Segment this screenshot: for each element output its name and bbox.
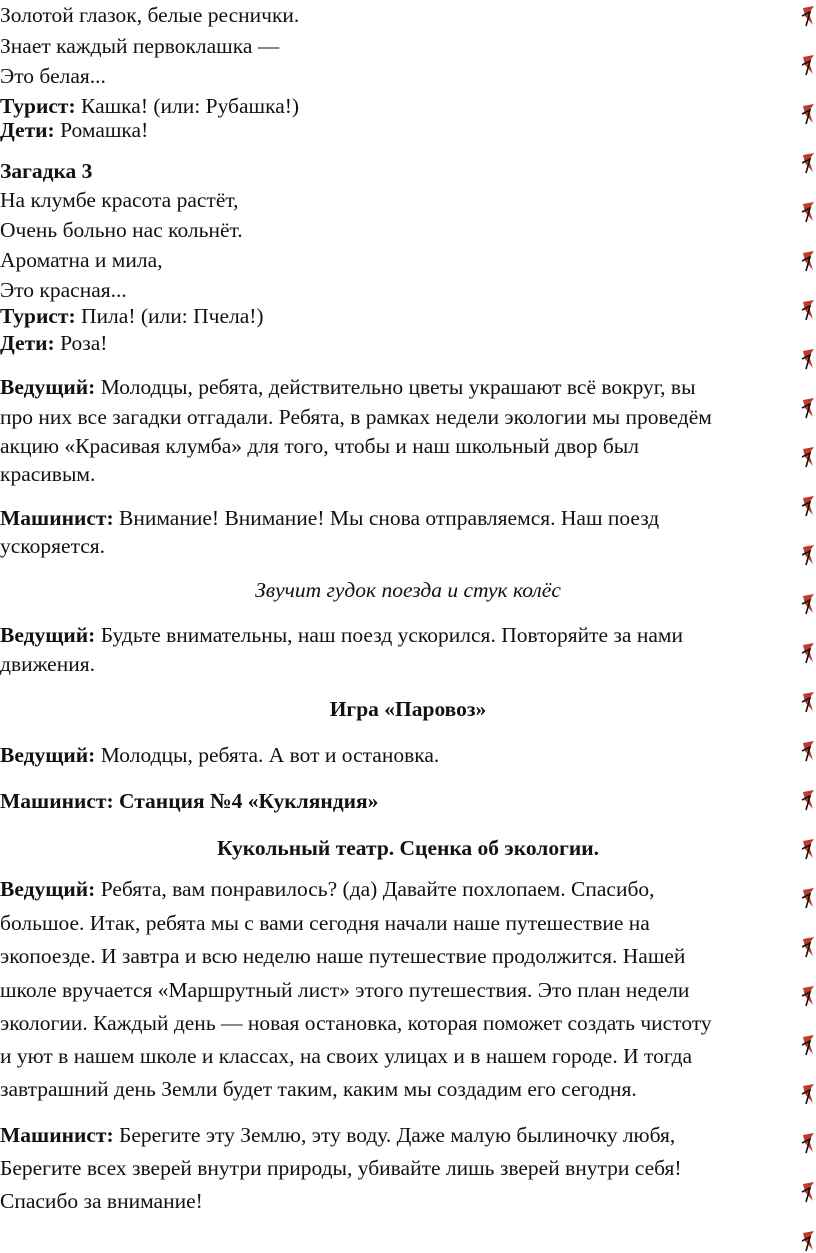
decorative-ornament-icon <box>800 984 816 1008</box>
paragraph-line: Ведущий: Молодцы, ребята. А вот и остановка. <box>0 743 440 767</box>
decorative-ornament-icon <box>800 53 816 77</box>
decorative-ornament-icon <box>800 1033 816 1057</box>
decorative-ornament-icon <box>800 739 816 763</box>
paragraph-line: школе вручается «Маршрутный лист» этого путешествия. Это план недели <box>0 978 690 1002</box>
paragraph-line: про них все загадки отгадали. Ребята, в рамках недели экологии мы проведём <box>0 405 712 429</box>
paragraph-line: Спасибо за внимание! <box>0 1189 203 1213</box>
decorative-ornament-icon <box>800 543 816 567</box>
verse-line: Ароматна и мила, <box>0 248 163 272</box>
speaker-label: Ведущий: <box>0 375 96 399</box>
speaker-label: Машинист: <box>0 1123 114 1147</box>
decorative-ornament-icon <box>800 1131 816 1155</box>
stage-direction: Звучит гудок поезда и стук колёс <box>255 578 561 602</box>
decorative-border <box>798 0 816 1237</box>
decorative-ornament-icon <box>800 1229 816 1253</box>
speaker-label: Ведущий: <box>0 623 96 647</box>
decorative-ornament-icon <box>800 1180 816 1204</box>
paragraph-line: движения. <box>0 652 95 676</box>
decorative-ornament-icon <box>800 347 816 371</box>
decorative-ornament-icon <box>800 592 816 616</box>
paragraph-line: красивым. <box>0 462 96 486</box>
speaker-label: Машинист: <box>0 506 114 530</box>
decorative-ornament-icon <box>800 445 816 469</box>
game-heading: Игра «Паровоз» <box>329 697 487 721</box>
decorative-ornament-icon <box>800 494 816 518</box>
paragraph-line: завтрашний день Земли будет таким, каким мы создадим его сегодня. <box>0 1077 637 1101</box>
decorative-ornament-icon <box>800 151 816 175</box>
verse-line: Очень больно нас кольнёт. <box>0 218 243 242</box>
paragraph-line: акцию «Красивая клумба» для того, чтобы и наш школьный двор был <box>0 434 639 458</box>
verse-line: Это красная... <box>0 278 127 302</box>
speaker-label: Дети: <box>0 331 55 355</box>
paragraph-line: и уют в нашем школе и классах, на своих улицах и в нашем городе. И тогда <box>0 1044 693 1068</box>
decorative-ornament-icon <box>800 396 816 420</box>
decorative-ornament-icon <box>800 886 816 910</box>
decorative-ornament-icon <box>800 837 816 861</box>
decorative-ornament-icon <box>800 690 816 714</box>
paragraph-line: Ведущий: Ребята, вам понравилось? (да) Давайте похлопаем. Спасибо, <box>0 877 655 901</box>
decorative-ornament-icon <box>800 200 816 224</box>
decorative-ornament-icon <box>800 4 816 28</box>
speaker-label: Ведущий: <box>0 877 96 901</box>
speaker-label: Ведущий: <box>0 743 96 767</box>
decorative-ornament-icon <box>800 298 816 322</box>
theatre-heading: Кукольный театр. Сценка об экологии. <box>216 836 600 860</box>
dialogue-line: Турист: Пила! (или: Пчела!) <box>0 304 264 328</box>
riddle-heading: Загадка 3 <box>0 159 93 183</box>
paragraph-line: большое. Итак, ребята мы с вами сегодня начали наше путешествие на <box>0 911 650 935</box>
dialogue-line: Турист: Кашка! (или: Рубашка!) <box>0 94 300 118</box>
speaker-label: Турист: <box>0 304 76 328</box>
verse-line: Это белая... <box>0 64 106 88</box>
paragraph-line: Берегите всех зверей внутри природы, убивайте лишь зверей внутри себя! <box>0 1156 682 1180</box>
decorative-ornament-icon <box>800 1082 816 1106</box>
paragraph-line: Ведущий: Молодцы, ребята, действительно цветы украшают всё вокруг, вы <box>0 375 696 399</box>
dialogue-line: Дети: Роза! <box>0 331 108 355</box>
speaker-label: Турист: <box>0 94 76 118</box>
paragraph-line: Машинист: Берегите эту Землю, эту воду. Даже малую былиночку любя, <box>0 1123 676 1147</box>
paragraph-line: экопоезде. И завтра и всю неделю наше путешествие продолжится. Нашей <box>0 944 686 968</box>
station-heading: Машинист: Станция №4 «Кукляндия» <box>0 789 379 813</box>
decorative-ornament-icon <box>800 249 816 273</box>
speaker-label: Дети: <box>0 118 55 142</box>
paragraph-line: Ведущий: Будьте внимательны, наш поезд ускорился. Повторяйте за нами <box>0 623 683 647</box>
paragraph-line: экологии. Каждый день — новая остановка, которая поможет создать чистоту <box>0 1011 712 1035</box>
paragraph-line: ускоряется. <box>0 534 106 558</box>
decorative-ornament-icon <box>800 788 816 812</box>
verse-line: Знает каждый первоклашка — <box>0 34 280 58</box>
verse-line: Золотой глазок, белые реснички. <box>0 3 300 27</box>
dialogue-line: Дети: Ромашка! <box>0 118 149 142</box>
decorative-ornament-icon <box>800 102 816 126</box>
paragraph-line: Машинист: Внимание! Внимание! Мы снова отправляемся. Наш поезд <box>0 506 660 530</box>
decorative-ornament-icon <box>800 641 816 665</box>
verse-line: На клумбе красота растёт, <box>0 188 239 212</box>
decorative-ornament-icon <box>800 935 816 959</box>
